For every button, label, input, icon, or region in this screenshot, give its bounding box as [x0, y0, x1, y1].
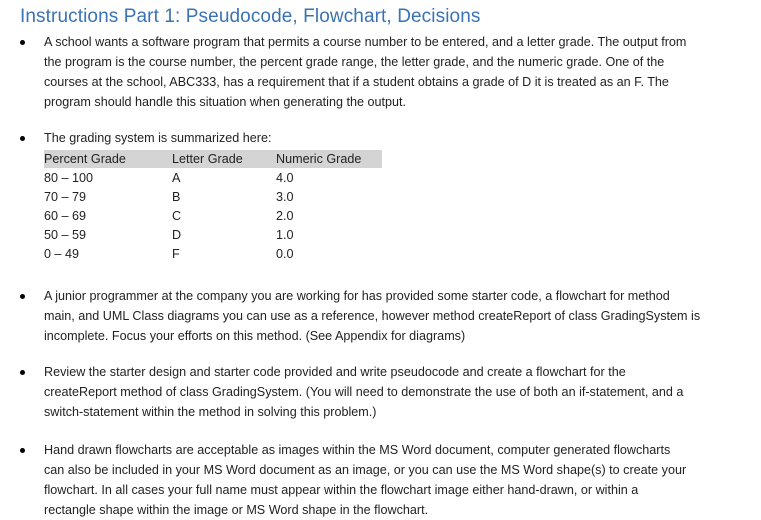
paragraph-line: the program is the course number, the percent grade range, the letter grade, and the numeric grade. One of the — [44, 55, 665, 69]
paragraph-line: createReport method of class GradingSystem. (You will need to demonstrate the use of both an if-statement, and a — [44, 385, 684, 399]
paragraph-line: program should handle this situation when generating the output. — [44, 95, 406, 109]
paragraph-line: A school wants a software program that permits a course number to be entered, and a letter grade. The output from — [44, 35, 687, 49]
bullet-point-icon — [20, 294, 25, 299]
column-header-percent: Percent Grade — [44, 150, 172, 168]
cell-numeric: 4.0 — [276, 170, 294, 185]
cell-numeric: 2.0 — [276, 208, 294, 223]
cell-percent: 70 – 79 — [44, 189, 87, 204]
table-row — [44, 168, 382, 187]
paragraph-requirements — [44, 32, 744, 112]
bullet-point-icon — [20, 370, 25, 375]
paragraph-line: A junior programmer at the company you are working for has provided some starter code, a flowchart for method — [44, 289, 670, 303]
cell-letter: B — [172, 189, 181, 204]
paragraph-line: can also be included in your MS Word document as an image, or you can use the MS Word shape(s) to create your — [44, 463, 687, 477]
cell-percent: 0 – 49 — [44, 246, 80, 261]
cell-numeric: 3.0 — [276, 189, 294, 204]
paragraph-line: incomplete. Focus your efforts on this method. (See Appendix for diagrams) — [44, 329, 466, 343]
paragraph-line: switch-statement within the method in solving this problem.) — [44, 405, 377, 419]
paragraph-line: Hand drawn flowcharts are acceptable as images within the MS Word document, computer generated flowcharts — [44, 443, 671, 457]
cell-numeric: 1.0 — [276, 227, 294, 242]
cell-percent: 50 – 59 — [44, 227, 87, 242]
table-row — [44, 225, 382, 244]
cell-percent: 60 – 69 — [44, 208, 87, 223]
paragraph-flowchart-rules — [44, 440, 744, 520]
cell-letter: D — [172, 227, 182, 242]
paragraph-line: rectangle shape within the image or MS Word shape in the flowchart. — [44, 503, 429, 517]
column-header-letter: Letter Grade — [172, 150, 276, 168]
cell-letter: C — [172, 208, 182, 223]
table-header-row — [44, 150, 382, 168]
paragraph-grading-intro — [44, 128, 744, 148]
bullet-point-icon — [20, 40, 25, 45]
paragraph-starter-code — [44, 286, 744, 346]
table-row — [44, 206, 382, 225]
paragraph-line: Review the starter design and starter code provided and write pseudocode and create a flowchart for the — [44, 365, 626, 379]
paragraph-line: courses at the school, ABC333, has a requirement that if a student obtains a grade of D it is treated as an F. The — [44, 75, 669, 89]
cell-letter: F — [172, 246, 180, 261]
paragraph-review-design — [44, 362, 744, 422]
page-title: Instructions Part 1: Pseudocode, Flowchart, Decisions — [20, 6, 481, 27]
bullet-point-icon — [20, 136, 25, 141]
cell-percent: 80 – 100 — [44, 170, 94, 185]
column-header-numeric: Numeric Grade — [276, 150, 382, 168]
cell-numeric: 0.0 — [276, 246, 294, 261]
paragraph-line: The grading system is summarized here: — [44, 131, 272, 145]
paragraph-line: flowchart. In all cases your full name must appear within the flowchart image either hand-drawn, or within a — [44, 483, 639, 497]
table-row — [44, 244, 382, 263]
paragraph-line: main, and UML Class diagrams you can use as a reference, however method createReport of class GradingSystem is — [44, 309, 701, 323]
cell-letter: A — [172, 170, 181, 185]
grading-table — [44, 150, 382, 263]
bullet-point-icon — [20, 448, 25, 453]
table-row — [44, 187, 382, 206]
